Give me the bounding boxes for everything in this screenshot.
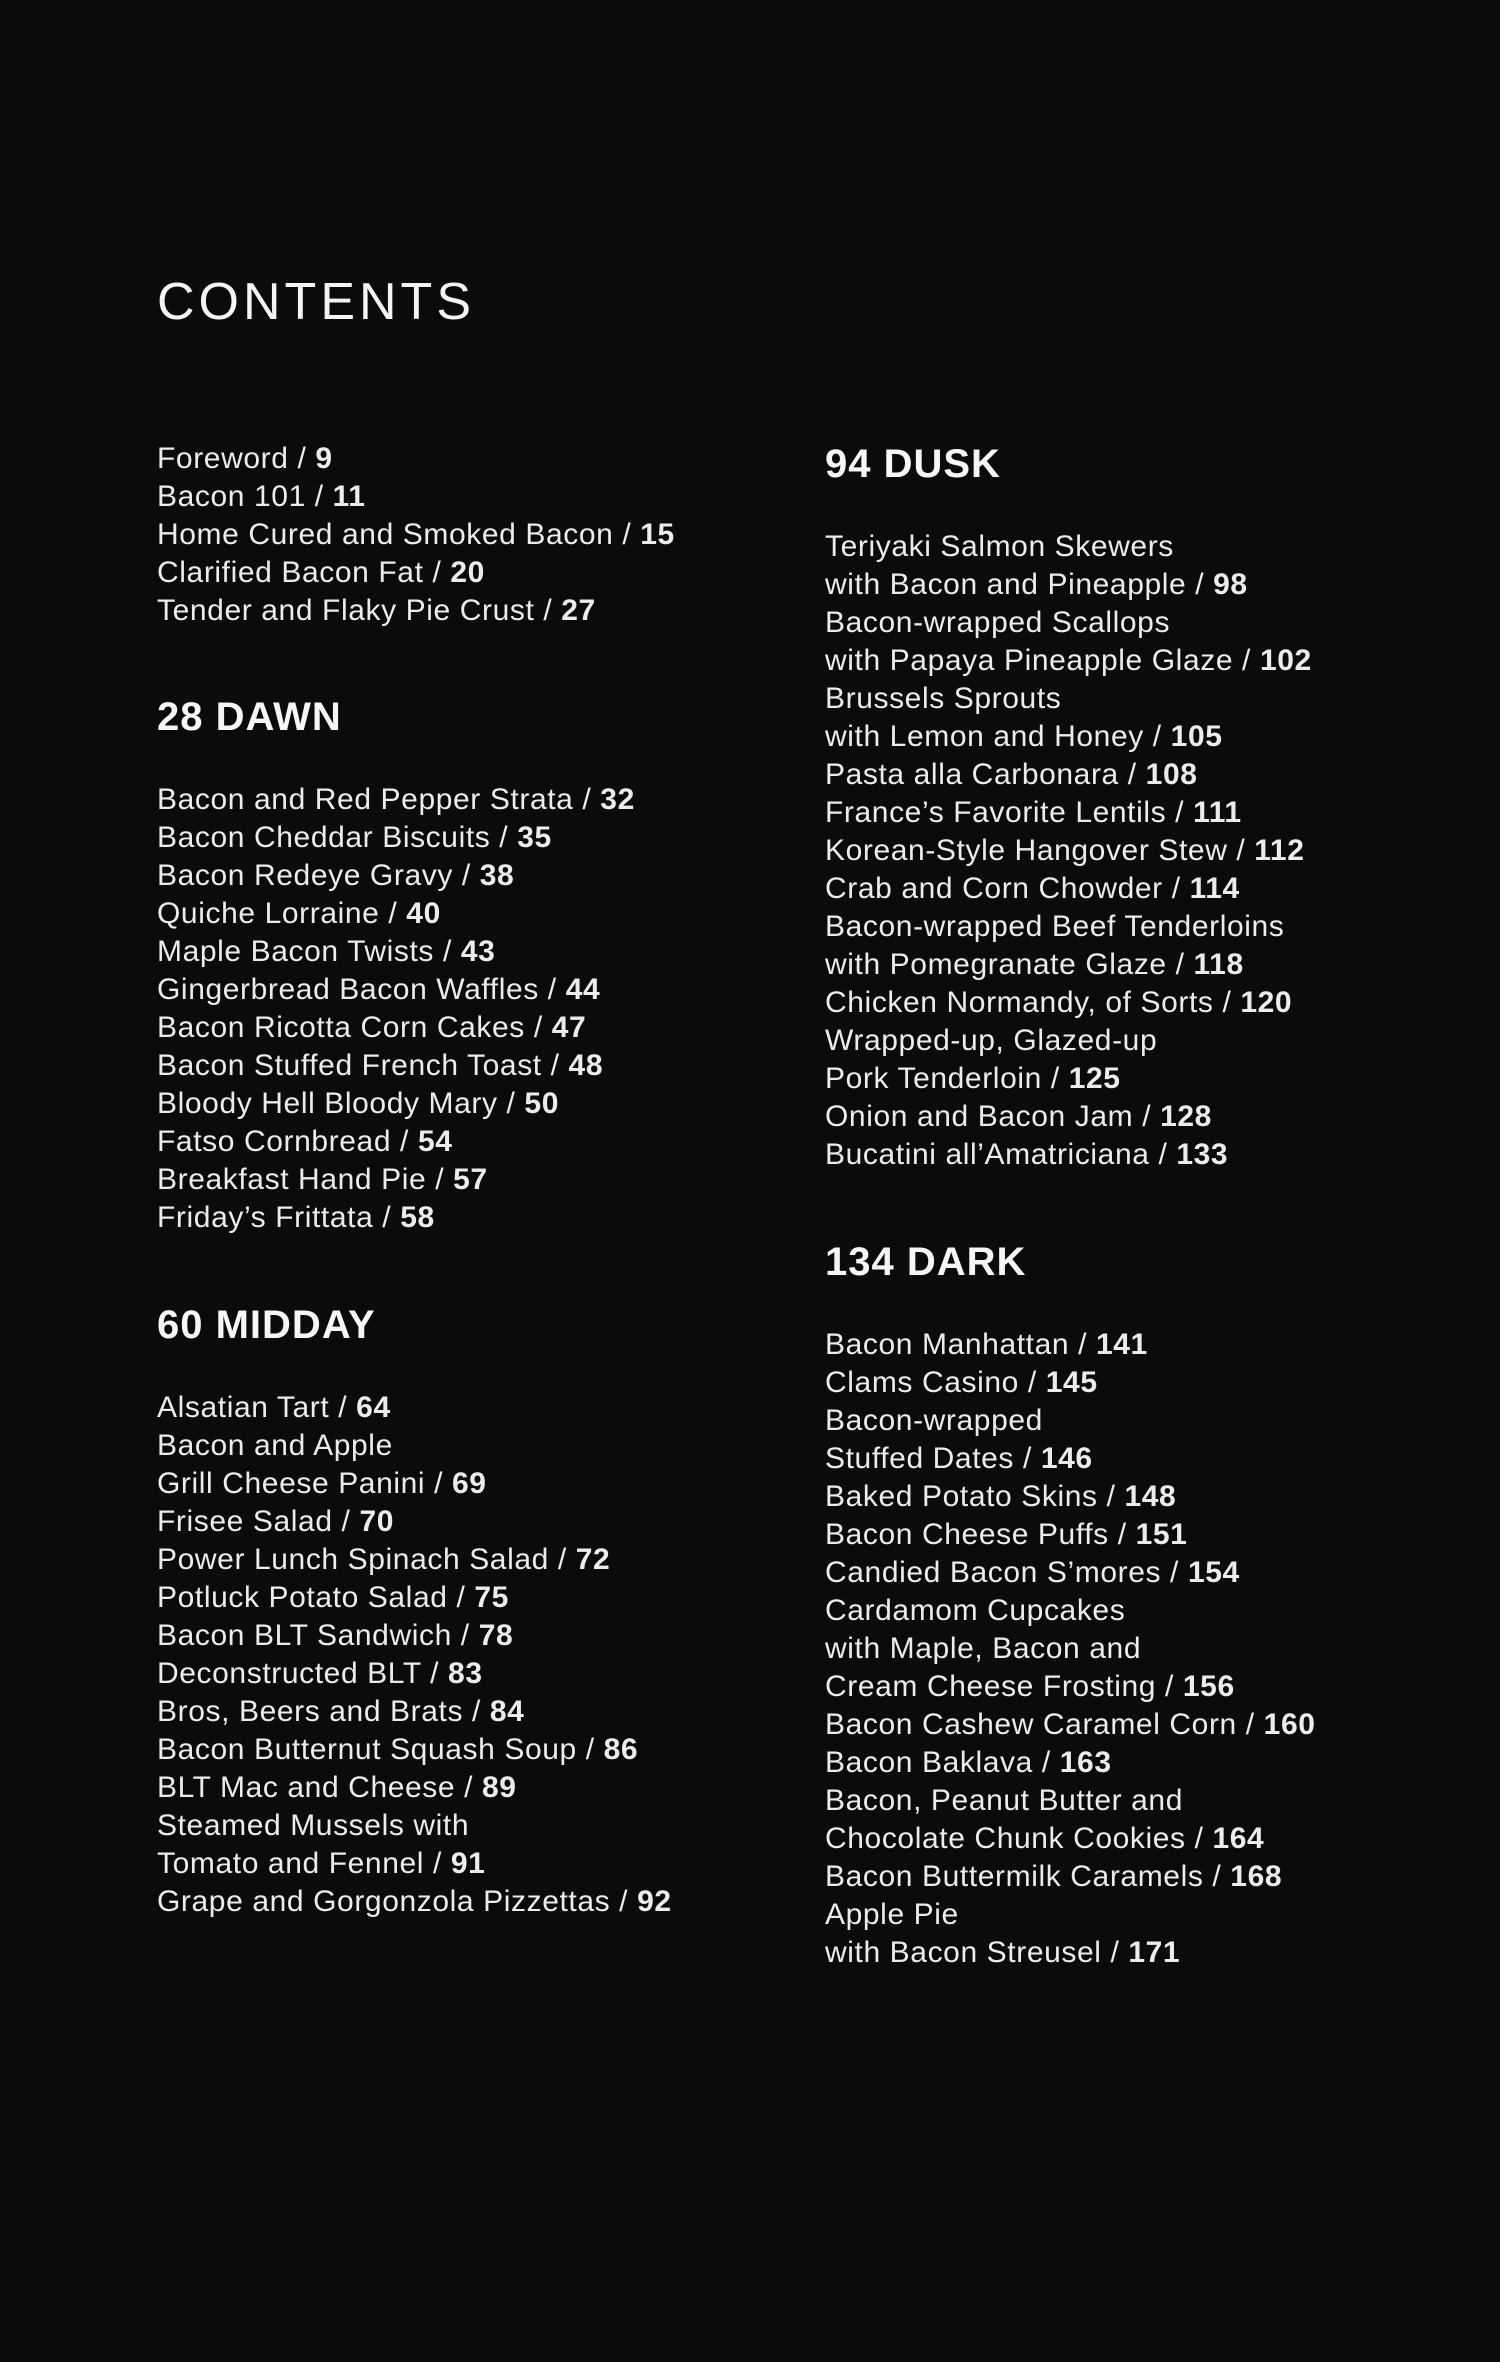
entry-page-number: 40 bbox=[406, 897, 441, 930]
entry-separator: / bbox=[332, 1505, 360, 1538]
toc-entry bbox=[825, 1554, 1465, 1592]
entry-separator: / bbox=[576, 1733, 604, 1766]
toc-entry bbox=[157, 478, 777, 516]
entry-title: with Bacon and Pineapple bbox=[825, 568, 1187, 601]
entry-title: Korean-Style Hangover Stew bbox=[825, 834, 1228, 867]
entry-separator: / bbox=[434, 935, 461, 968]
section-dusk bbox=[825, 440, 1465, 1174]
entry-page-number: 91 bbox=[450, 1847, 486, 1880]
toc-entry bbox=[157, 1389, 777, 1427]
toc-entry bbox=[825, 1364, 1465, 1402]
section-heading-dusk: 94 DUSK bbox=[825, 442, 1001, 486]
entry-separator: / bbox=[426, 1163, 454, 1196]
entry-title: Bacon and Apple bbox=[157, 1429, 393, 1462]
entry-separator: / bbox=[1133, 1100, 1161, 1133]
entry-separator: / bbox=[447, 1581, 475, 1614]
entry-separator: / bbox=[1041, 1062, 1069, 1095]
entry-page-number: 171 bbox=[1128, 1936, 1181, 1969]
toc-entry bbox=[825, 870, 1465, 908]
entry-title: Breakfast Hand Pie bbox=[157, 1163, 427, 1196]
dusk-entry-list bbox=[825, 528, 1465, 1174]
entry-page-number: 105 bbox=[1170, 720, 1223, 753]
entry-title: with Pomegranate Glaze bbox=[825, 948, 1167, 981]
toc-entry bbox=[825, 1782, 1465, 1820]
entry-page-number: 148 bbox=[1124, 1480, 1177, 1513]
entry-page-number: 114 bbox=[1189, 872, 1240, 905]
section-midday bbox=[157, 1301, 777, 1921]
entry-page-number: 9 bbox=[315, 442, 333, 475]
entry-separator: / bbox=[424, 1847, 451, 1880]
entry-title: Bacon, Peanut Butter and bbox=[825, 1784, 1183, 1817]
entry-title: Bacon Buttermilk Caramels bbox=[825, 1860, 1204, 1893]
entry-separator: / bbox=[1101, 1936, 1129, 1969]
toc-entry bbox=[825, 832, 1465, 870]
entry-page-number: 75 bbox=[474, 1581, 509, 1614]
toc-entry bbox=[157, 1883, 777, 1921]
entry-title: Bacon 101 bbox=[157, 480, 306, 513]
entry-page-number: 83 bbox=[448, 1657, 483, 1690]
entry-page-number: 125 bbox=[1068, 1062, 1121, 1095]
entry-separator: / bbox=[452, 859, 480, 892]
entry-title: Quiche Lorraine bbox=[157, 897, 380, 930]
entry-page-number: 156 bbox=[1182, 1670, 1235, 1703]
toc-entry bbox=[825, 1858, 1465, 1896]
toc-entry bbox=[157, 781, 777, 819]
toc-entry bbox=[825, 1440, 1465, 1478]
entry-title: Bacon-wrapped Beef Tenderloins bbox=[825, 910, 1285, 943]
entry-separator: / bbox=[373, 1201, 401, 1234]
entry-separator: / bbox=[1213, 986, 1241, 1019]
entry-page-number: 98 bbox=[1213, 568, 1248, 601]
entry-title: Maple Bacon Twists bbox=[157, 935, 435, 968]
entry-title: Bucatini all’Amatriciana bbox=[825, 1138, 1150, 1171]
entry-title: Apple Pie bbox=[825, 1898, 959, 1931]
entry-page-number: 89 bbox=[482, 1771, 517, 1804]
toc-entry bbox=[157, 857, 777, 895]
entry-page-number: 154 bbox=[1187, 1556, 1240, 1589]
dark-entry-list bbox=[825, 1326, 1465, 1972]
entry-separator: / bbox=[1018, 1366, 1046, 1399]
toc-entry bbox=[157, 1693, 777, 1731]
entry-title: Friday’s Frittata bbox=[157, 1201, 374, 1234]
toc-entry bbox=[825, 604, 1465, 642]
entry-separator: / bbox=[1118, 758, 1146, 791]
toc-entry bbox=[157, 1085, 777, 1123]
entry-separator: / bbox=[463, 1695, 490, 1728]
entry-title: Bacon Cashew Caramel Corn bbox=[825, 1708, 1237, 1741]
page-title: CONTENTS bbox=[157, 273, 475, 331]
toc-entry bbox=[825, 1896, 1465, 1934]
toc-entry bbox=[157, 1465, 777, 1503]
entry-page-number: 32 bbox=[600, 783, 635, 816]
right-column bbox=[825, 440, 1465, 2036]
entry-title: Wrapped-up, Glazed-up bbox=[825, 1024, 1158, 1057]
entry-page-number: 54 bbox=[417, 1125, 453, 1158]
toc-entry bbox=[825, 528, 1465, 566]
entry-title: Bacon Redeye Gravy bbox=[157, 859, 453, 892]
entry-title: Candied Bacon S’mores bbox=[825, 1556, 1162, 1589]
entry-title: Chocolate Chunk Cookies bbox=[825, 1822, 1186, 1855]
toc-entry bbox=[825, 1592, 1465, 1630]
toc-entry bbox=[825, 1630, 1465, 1668]
entry-title: Clarified Bacon Fat bbox=[157, 556, 424, 589]
entry-page-number: 145 bbox=[1045, 1366, 1098, 1399]
toc-entry bbox=[157, 1731, 777, 1769]
section-heading-dawn: 28 DAWN bbox=[157, 695, 342, 739]
entry-separator: / bbox=[497, 1087, 525, 1120]
entry-separator: / bbox=[1097, 1480, 1125, 1513]
toc-entry bbox=[157, 1807, 777, 1845]
entry-separator: / bbox=[1166, 948, 1194, 981]
toc-entry bbox=[825, 1934, 1465, 1972]
entry-title: Alsatian Tart bbox=[157, 1391, 330, 1424]
toc-entry bbox=[825, 946, 1465, 984]
entry-title: Bacon Cheese Puffs bbox=[825, 1518, 1109, 1551]
toc-entry bbox=[157, 440, 777, 478]
entry-title: Frisee Salad bbox=[157, 1505, 333, 1538]
entry-page-number: 111 bbox=[1193, 796, 1242, 829]
entry-page-number: 57 bbox=[453, 1163, 488, 1196]
entry-title: with Lemon and Honey bbox=[825, 720, 1144, 753]
toc-entry bbox=[825, 794, 1465, 832]
toc-entry bbox=[825, 908, 1465, 946]
toc-entry bbox=[157, 819, 777, 857]
entry-page-number: 70 bbox=[359, 1505, 395, 1538]
toc-entry bbox=[825, 1668, 1465, 1706]
section-heading-dark: 134 DARK bbox=[825, 1240, 1027, 1284]
entry-separator: / bbox=[573, 783, 601, 816]
entry-separator: / bbox=[391, 1125, 418, 1158]
entry-title: Pork Tenderloin bbox=[825, 1062, 1042, 1095]
toc-entry bbox=[157, 895, 777, 933]
entry-separator: / bbox=[548, 1543, 576, 1576]
entry-title: Onion and Bacon Jam bbox=[825, 1100, 1134, 1133]
entry-title: Grape and Gorgonzola Pizzettas bbox=[157, 1885, 611, 1918]
entry-separator: / bbox=[425, 1467, 452, 1500]
entry-separator: / bbox=[451, 1619, 479, 1652]
toc-entry bbox=[825, 1402, 1465, 1440]
entry-title: Tender and Flaky Pie Crust bbox=[157, 594, 535, 627]
entry-separator: / bbox=[379, 897, 407, 930]
toc-entry bbox=[825, 1744, 1465, 1782]
toc-entry bbox=[825, 566, 1465, 604]
entry-title: Bacon Butternut Squash Soup bbox=[157, 1733, 577, 1766]
entry-separator: / bbox=[1108, 1518, 1136, 1551]
entry-page-number: 47 bbox=[551, 1011, 587, 1044]
toc-entry bbox=[157, 1655, 777, 1693]
toc-entry bbox=[157, 1427, 777, 1465]
entry-page-number: 118 bbox=[1193, 948, 1244, 981]
entry-title: Gingerbread Bacon Waffles bbox=[157, 973, 539, 1006]
entry-title: Crab and Corn Chowder bbox=[825, 872, 1163, 905]
entry-title: Baked Potato Skins bbox=[825, 1480, 1098, 1513]
toc-entry bbox=[825, 718, 1465, 756]
entry-title: Tomato and Fennel bbox=[157, 1847, 425, 1880]
toc-entry bbox=[157, 1579, 777, 1617]
entry-page-number: 72 bbox=[575, 1543, 611, 1576]
entry-title: Bacon Stuffed French Toast bbox=[157, 1049, 542, 1082]
toc-entry bbox=[157, 1503, 777, 1541]
entry-page-number: 168 bbox=[1230, 1860, 1283, 1893]
entry-separator: / bbox=[1227, 834, 1255, 867]
entry-separator: / bbox=[288, 442, 316, 475]
entry-separator: / bbox=[1186, 568, 1214, 601]
entry-page-number: 58 bbox=[400, 1201, 435, 1234]
entry-separator: / bbox=[524, 1011, 552, 1044]
entry-title: Bros, Beers and Brats bbox=[157, 1695, 464, 1728]
entry-page-number: 160 bbox=[1263, 1708, 1316, 1741]
entry-separator: / bbox=[1069, 1328, 1096, 1361]
entry-page-number: 27 bbox=[561, 594, 596, 627]
entry-title: Potluck Potato Salad bbox=[157, 1581, 448, 1614]
entry-title: Fatso Cornbread bbox=[157, 1125, 392, 1158]
entry-title: Home Cured and Smoked Bacon bbox=[157, 518, 614, 551]
entry-separator: / bbox=[423, 556, 451, 589]
entry-page-number: 151 bbox=[1135, 1518, 1188, 1551]
entry-separator: / bbox=[421, 1657, 449, 1690]
toc-entry bbox=[157, 554, 777, 592]
entry-title: Bacon-wrapped bbox=[825, 1404, 1043, 1437]
entry-title: France’s Favorite Lentils bbox=[825, 796, 1167, 829]
entry-page-number: 11 bbox=[332, 480, 366, 513]
toc-entry bbox=[825, 1060, 1465, 1098]
toc-entry bbox=[157, 1769, 777, 1807]
section-dark bbox=[825, 1238, 1465, 1972]
toc-entry bbox=[157, 1047, 777, 1085]
entry-title: Deconstructed BLT bbox=[157, 1657, 422, 1690]
entry-title: Teriyaki Salmon Skewers bbox=[825, 530, 1174, 563]
toc-entry bbox=[157, 516, 777, 554]
toc-entry bbox=[157, 1845, 777, 1883]
entry-title: Bacon Ricotta Corn Cakes bbox=[157, 1011, 525, 1044]
toc-entry bbox=[825, 1136, 1465, 1174]
entry-page-number: 146 bbox=[1040, 1442, 1093, 1475]
entry-page-number: 64 bbox=[356, 1391, 391, 1424]
toc-entry bbox=[157, 971, 777, 1009]
entry-page-number: 78 bbox=[478, 1619, 514, 1652]
entry-separator: / bbox=[1149, 1138, 1177, 1171]
toc-entry bbox=[825, 1326, 1465, 1364]
toc-entry bbox=[825, 1706, 1465, 1744]
entry-separator: / bbox=[1236, 1708, 1264, 1741]
entry-separator: / bbox=[490, 821, 518, 854]
entry-title: BLT Mac and Cheese bbox=[157, 1771, 456, 1804]
entry-page-number: 20 bbox=[450, 556, 485, 589]
entry-separator: / bbox=[1233, 644, 1260, 677]
toc-entry bbox=[157, 592, 777, 630]
entry-page-number: 128 bbox=[1160, 1100, 1212, 1133]
entry-page-number: 86 bbox=[603, 1733, 639, 1766]
entry-page-number: 48 bbox=[568, 1049, 604, 1082]
entry-title: Clams Casino bbox=[825, 1366, 1019, 1399]
entry-separator: / bbox=[1143, 720, 1171, 753]
entry-separator: / bbox=[613, 518, 641, 551]
entry-title: Bacon Baklava bbox=[825, 1746, 1033, 1779]
toc-entry bbox=[157, 1541, 777, 1579]
entry-separator: / bbox=[329, 1391, 357, 1424]
entry-title: Bacon and Red Pepper Strata bbox=[157, 783, 574, 816]
entry-title: Power Lunch Spinach Salad bbox=[157, 1543, 549, 1576]
entry-title: Bacon BLT Sandwich bbox=[157, 1619, 452, 1652]
midday-entry-list bbox=[157, 1389, 777, 1921]
left-column bbox=[157, 440, 777, 1985]
entry-page-number: 163 bbox=[1059, 1746, 1112, 1779]
toc-entry bbox=[157, 1123, 777, 1161]
entry-title: Grill Cheese Panini bbox=[157, 1467, 426, 1500]
entry-separator: / bbox=[455, 1771, 483, 1804]
entry-separator: / bbox=[1166, 796, 1194, 829]
entry-page-number: 84 bbox=[489, 1695, 525, 1728]
entry-separator: / bbox=[534, 594, 562, 627]
entry-separator: / bbox=[538, 973, 566, 1006]
entry-page-number: 69 bbox=[452, 1467, 487, 1500]
section-dawn bbox=[157, 693, 777, 1237]
entry-page-number: 102 bbox=[1259, 644, 1312, 677]
toc-entry bbox=[157, 1199, 777, 1237]
entry-title: Cardamom Cupcakes bbox=[825, 1594, 1126, 1627]
entry-page-number: 120 bbox=[1240, 986, 1293, 1019]
entry-title: Stuffed Dates bbox=[825, 1442, 1015, 1475]
toc-entry bbox=[825, 1022, 1465, 1060]
entry-page-number: 133 bbox=[1176, 1138, 1229, 1171]
toc-entry bbox=[825, 1478, 1465, 1516]
entry-separator: / bbox=[305, 480, 333, 513]
entry-page-number: 43 bbox=[460, 935, 496, 968]
entry-page-number: 112 bbox=[1254, 834, 1305, 867]
entry-title: Chicken Normandy, of Sorts bbox=[825, 986, 1214, 1019]
entry-separator: / bbox=[541, 1049, 569, 1082]
entry-page-number: 38 bbox=[479, 859, 515, 892]
entry-separator: / bbox=[1185, 1822, 1213, 1855]
entry-page-number: 108 bbox=[1145, 758, 1198, 791]
entry-title: Bloody Hell Bloody Mary bbox=[157, 1087, 498, 1120]
entry-page-number: 164 bbox=[1212, 1822, 1265, 1855]
entry-title: with Papaya Pineapple Glaze bbox=[825, 644, 1234, 677]
entry-page-number: 15 bbox=[640, 518, 675, 551]
toc-entry bbox=[825, 984, 1465, 1022]
entry-separator: / bbox=[610, 1885, 638, 1918]
entry-separator: / bbox=[1162, 872, 1190, 905]
toc-entry bbox=[825, 756, 1465, 794]
entry-title: Pasta alla Carbonara bbox=[825, 758, 1119, 791]
entry-separator: / bbox=[1156, 1670, 1183, 1703]
entry-title: Steamed Mussels with bbox=[157, 1809, 470, 1842]
toc-entry bbox=[825, 680, 1465, 718]
entry-title: Cream Cheese Frosting bbox=[825, 1670, 1157, 1703]
entry-page-number: 141 bbox=[1095, 1328, 1148, 1361]
toc-entry bbox=[825, 642, 1465, 680]
entry-title: Bacon-wrapped Scallops bbox=[825, 606, 1171, 639]
section-heading-midday: 60 MIDDAY bbox=[157, 1303, 376, 1347]
entry-title: Brussels Sprouts bbox=[825, 682, 1062, 715]
toc-entry bbox=[825, 1098, 1465, 1136]
entry-title: Bacon Manhattan bbox=[825, 1328, 1070, 1361]
toc-entry bbox=[157, 1617, 777, 1655]
entry-separator: / bbox=[1032, 1746, 1060, 1779]
toc-entry bbox=[825, 1516, 1465, 1554]
entry-page-number: 44 bbox=[565, 973, 601, 1006]
front-matter-list bbox=[157, 440, 777, 630]
toc-entry bbox=[825, 1820, 1465, 1858]
toc-entry bbox=[157, 933, 777, 971]
toc-entry bbox=[157, 1161, 777, 1199]
entry-title: Bacon Cheddar Biscuits bbox=[157, 821, 491, 854]
entry-separator: / bbox=[1161, 1556, 1188, 1589]
entry-title: with Bacon Streusel bbox=[825, 1936, 1102, 1969]
entry-title: Foreword bbox=[157, 442, 289, 475]
entry-separator: / bbox=[1014, 1442, 1041, 1475]
entry-separator: / bbox=[1203, 1860, 1231, 1893]
entry-page-number: 92 bbox=[637, 1885, 672, 1918]
entry-page-number: 35 bbox=[517, 821, 552, 854]
entry-page-number: 50 bbox=[524, 1087, 559, 1120]
dawn-entry-list bbox=[157, 781, 777, 1237]
toc-entry bbox=[157, 1009, 777, 1047]
entry-title: with Maple, Bacon and bbox=[825, 1632, 1142, 1665]
